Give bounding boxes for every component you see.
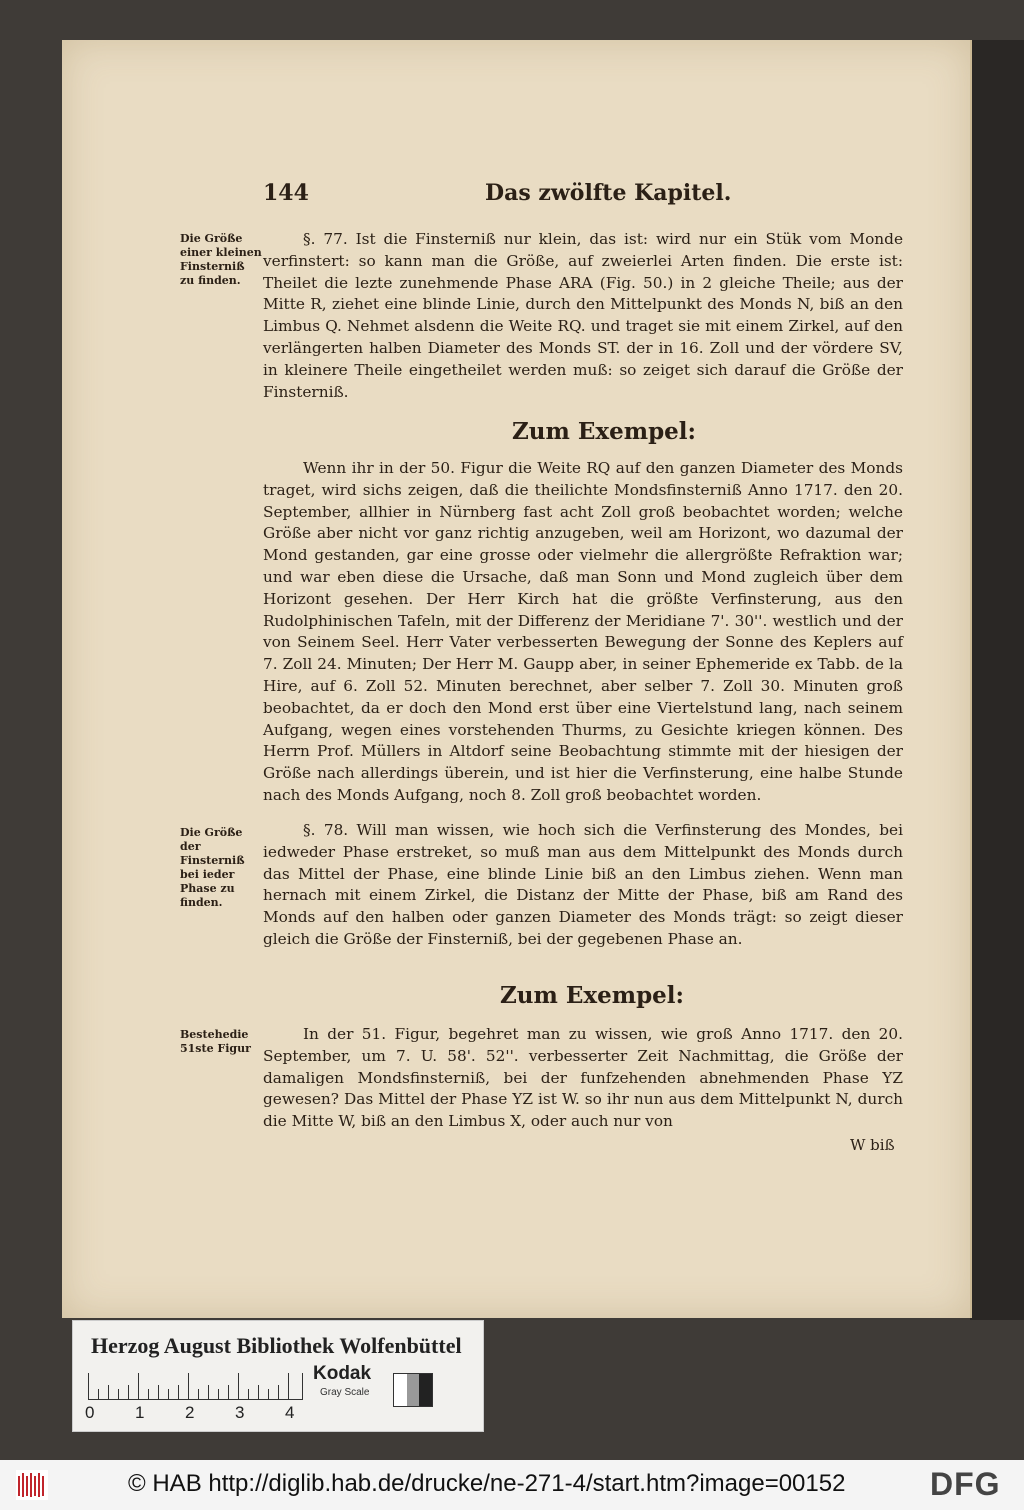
hab-logo-icon xyxy=(16,1470,48,1500)
page-header xyxy=(263,180,903,212)
library-label-card xyxy=(72,1320,484,1432)
dfg-logo: DFG xyxy=(930,1466,1001,1502)
gray-scale-swatch xyxy=(393,1373,433,1407)
library-name: Herzog August Bibliothek Wolfenbüttel xyxy=(91,1333,462,1358)
sidenote-eclipse-phase: Die Größe der Finsterniß bei ieder Phase zu finden. xyxy=(180,826,245,909)
copyright-url[interactable]: © HAB http://diglib.hab.de/drucke/ne-271-4/start.htm?image=00152 xyxy=(128,1470,846,1497)
page-number: 144 xyxy=(263,180,309,206)
ruler-number-4: 4 xyxy=(285,1403,295,1422)
example-paragraph-2: In der 51. Figur, begehret man zu wissen, wie groß Anno 1717. den 20. September, um 7. U. 58'. 52''. verbesserter Zeit Nachmittag, die Größe der damaligen Mondsfinsterniß, bei der funfzehenden abnehmenden Phase YZ gewesen? Das Mittel der Phase YZ ist W. so ihr nun aus dem Mittelpunkt N, durch die Mitte W, biß an den Limbus X, oder auch nur von xyxy=(263,1025,903,1131)
scale-ruler xyxy=(88,1373,303,1400)
ruler-number-3: 3 xyxy=(235,1403,245,1422)
catchword: W biß xyxy=(850,1136,895,1154)
gray-scale-label: Gray Scale xyxy=(320,1387,370,1398)
kodak-logo: Kodak xyxy=(313,1363,372,1384)
sidenote-small-eclipse: Die Größe einer kleinen Finsterniß zu finden. xyxy=(180,232,262,287)
paragraph-77: §. 77. Ist die Finsterniß nur klein, das ist: wird nur ein Stük vom Monde verfinstert: so kann man die Größe, auf zweierlei Arten finden. Die erste ist: Theilet die lezte zunehmende Phase ARA (Fig. 50.) in 2 gleiche Theile; aus der Mitte R, ziehet eine blinde Linie, durch den Mittelpunkt des Monds N, biß an den Limbus Q. Nehmet alsdenn die Weite RQ. und traget sie mit einem Zirkel, auf den verlängerten halben Diameter des Monds ST. der in 16. Zoll und der vördere SV, in kleinere Theile eingetheilet werden muß: so zeiget sich darauf die Größe der Finsterniß. xyxy=(263,230,903,401)
footer-bar xyxy=(0,1460,1024,1510)
section-heading-example-1: Zum Exempel: xyxy=(512,418,697,445)
paragraph-78: §. 78. Will man wissen, wie hoch sich die Verfinsterung des Mondes, bei iedweder Phase erstreket, so muß man aus dem Mittelpunkt des Monds durch das Mittel der Phase, eine blinde Linie biß an den Limbus ziehen. Wenn man hernach mit einem Zirkel, die Distanz der Mitte der Phase, biß am Rand des Monds auf den halben oder ganzen Diameter des Monds trägt: so zeigt dieser gleich die Größe der Finsterniß, bei der gegebenen Phase an. xyxy=(263,821,903,948)
section-heading-example-2: Zum Exempel: xyxy=(500,982,685,1009)
sidenote-figure-51: Bestehedie 51ste Figur xyxy=(180,1028,251,1055)
running-head: Das zwölfte Kapitel. xyxy=(485,180,732,206)
next-page-edge xyxy=(970,40,1024,1320)
ruler-number-2: 2 xyxy=(185,1403,195,1422)
ruler-number-1: 1 xyxy=(135,1403,145,1422)
ruler-number-0: 0 xyxy=(85,1403,95,1422)
example-paragraph-1: Wenn ihr in der 50. Figur die Weite RQ auf den ganzen Diameter des Monds traget, wird sichs zeigen, daß die theilichte Mondsfinsterniß Anno 1717. den 20. September, allhier in Nürnberg fast acht Zoll groß beobachtet worden; welche Größe aber nicht vor ganz richtig anzugeben, weil am Horizont, wo dazumal der Mond gestanden, gar eine grosse oder vielmehr die allergrößte Refraktion war; und war eben diese die Ursache, daß man Sonn und Mond zugleich über dem Horizont gesehen. Der Herr Kirch hat die größte Verfinsterung, aus den Rudolphinischen Tafeln, mit der Differenz der Meridiane 7'. 30''. westlich und der von Seinem Seel. Herr Vater verbesserten Bewegung der Sonne des Keplers auf 7. Zoll 24. Minuten; Der Herr M. Gaupp aber, in seiner Ephemeride ex Tabb. de la Hire, auf 6. Zoll 52. Minuten berechnet, aber selber 7. Zoll 30. Minuten groß beobachtet, da er doch den Mond erst über eine Viertelstund lang, nach seinem Aufgang, wegen eines vorstehenden Thurms, zu Gesichte kriegen können. Des Herrn Prof. Müllers in Altdorf seine Beobachtung stimmte mit der hiesigen der Größe nach allerdings überein, und ist hier die Verfinsterung, eine halbe Stunde nach des Monds Aufgang, noch 8. Zoll groß beobachtet worden. xyxy=(263,459,903,804)
